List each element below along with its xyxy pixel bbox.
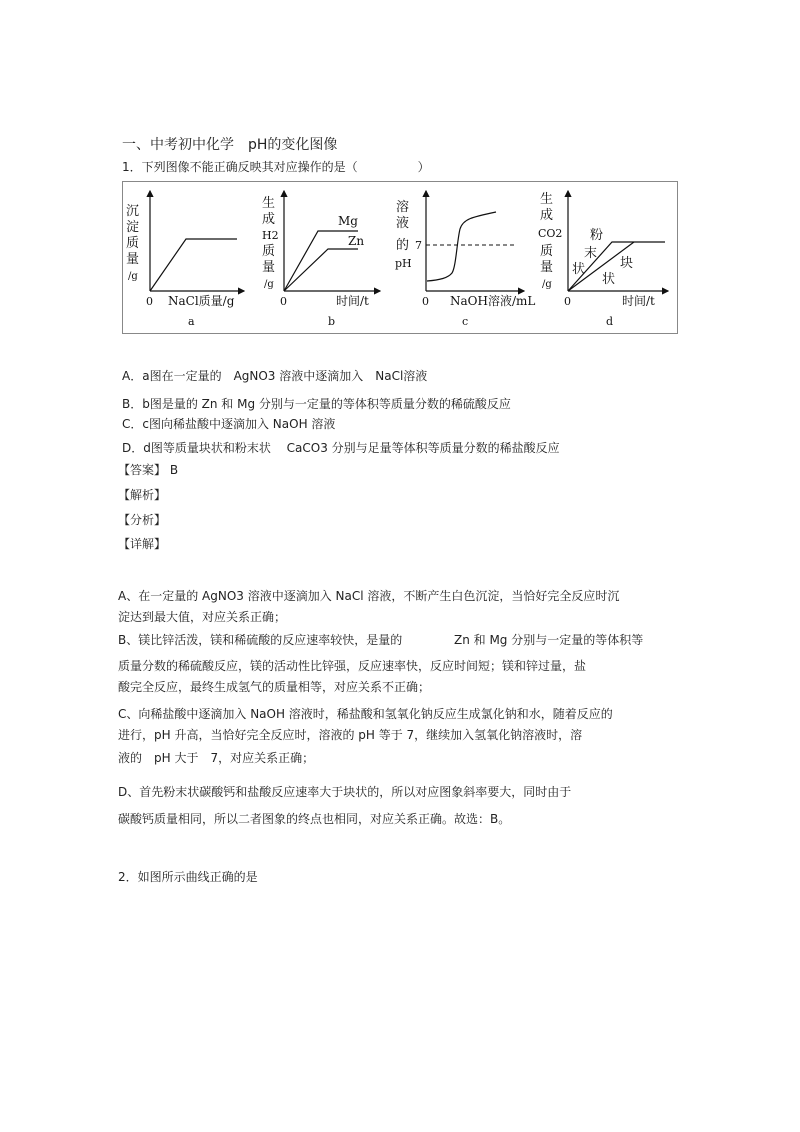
explanation-a-line2: 淀达到最大值，对应关系正确；: [118, 610, 287, 624]
graph-d-label-powder-3: 状: [572, 262, 586, 277]
graph-b-caption: b: [328, 315, 336, 328]
graph-d-label-block-2: 状: [602, 272, 616, 287]
graph-a-curve: [150, 239, 237, 291]
graph-b-ylabel-unit: /g: [264, 279, 274, 290]
graph-a-xlabel: NaCl质量/g: [168, 294, 235, 308]
graph-d-caption: d: [606, 315, 614, 328]
question-2-stem: 2．如图所示曲线正确的是: [118, 870, 258, 884]
question-1-figure: [122, 181, 678, 334]
graph-a: [126, 191, 244, 328]
question-1-stem: 1．下列图像不能正确反映其对应操作的是（ ）: [122, 160, 430, 174]
graph-a-origin: 0: [146, 295, 153, 308]
graph-d-label-block-1: 块: [620, 256, 634, 271]
section-title: 一、中考初中化学 pH的变化图像: [122, 137, 338, 153]
graph-b-curve-zn: [284, 249, 358, 291]
explanation-d-line2: 碳酸钙质量相同，所以二者图象的终点也相同，对应关系正确。故选：B。: [118, 812, 511, 826]
option-b: B．b图是量的 Zn 和 Mg 分别与一定量的等体积等质量分数的稀硫酸反应: [122, 397, 511, 411]
graph-c: [395, 191, 535, 328]
graph-b-label-zn: Zn: [348, 234, 365, 248]
graph-c-origin: 0: [422, 295, 429, 308]
option-c: C．c图向稀盐酸中逐滴加入 NaOH 溶液: [122, 417, 336, 431]
graph-d-ylabel-1: 生: [540, 192, 554, 207]
graph-c-curve: [427, 212, 496, 281]
graph-b-label-mg: Mg: [338, 214, 358, 228]
graph-d-origin: 0: [564, 295, 571, 308]
graph-b-ylabel-1: 生: [262, 196, 276, 211]
graphs-svg: [122, 181, 678, 334]
graph-b-origin: 0: [280, 295, 287, 308]
graph-d-xlabel: 时间/t: [622, 294, 655, 308]
graph-b-ylabel-5: 量: [262, 260, 276, 275]
graph-a-ylabel-unit: /g: [128, 271, 138, 282]
explanation-b-line3: 酸完全反应，最终生成氢气的质量相等，对应关系不正确；: [118, 680, 431, 694]
option-a: A．a图在一定量的 AgNO3 溶液中逐滴加入 NaCl溶液: [122, 369, 428, 383]
explanation-b-line2: 质量分数的稀硫酸反应，镁的活动性比锌强，反应速率快，反应时间短；镁和锌过量，盐: [118, 659, 587, 673]
graph-d: [538, 191, 668, 328]
graph-a-ylabel-3: 质: [126, 236, 140, 251]
option-d: D．d图等质量块状和粉末状 CaCO3 分别与足量等体积等质量分数的稀盐酸反应: [122, 441, 560, 455]
graph-b: [262, 191, 380, 328]
graph-b-ylabel-3: H2: [262, 229, 279, 242]
explanation-d-line1: D、首先粉末状碳酸钙和盐酸反应速率大于块状的，所以对应图象斜率要大，同时由于: [118, 785, 572, 799]
graph-c-caption: c: [462, 315, 469, 328]
answer: 【答案】 B: [118, 463, 179, 477]
graph-a-ylabel-1: 沉: [126, 204, 140, 219]
graph-d-ylabel-3: CO2: [538, 227, 563, 240]
graph-a-ylabel-4: 量: [126, 252, 140, 267]
graph-d-ylabel-5: 量: [540, 260, 554, 275]
graph-d-ylabel-4: 质: [540, 244, 554, 259]
analysis-heading: 【解析】: [118, 488, 167, 502]
graph-c-ylabel-1: 溶: [396, 200, 410, 215]
graph-c-ylabel-4: pH: [395, 257, 412, 270]
graph-b-ylabel-2: 成: [262, 212, 276, 227]
graph-c-xlabel: NaOH溶液/mL: [450, 294, 536, 308]
explanation-c-line2: 进行，pH 升高，当恰好完全反应时，溶液的 pH 等于 7，继续加入氢氧化钠溶液时，溶: [118, 728, 583, 742]
graph-c-tick-7: 7: [415, 239, 422, 252]
graph-d-label-powder-1: 粉: [590, 228, 604, 243]
graph-d-ylabel-2: 成: [540, 208, 554, 223]
graph-c-ylabel-2: 液: [396, 216, 410, 231]
graph-b-xlabel: 时间/t: [336, 294, 369, 308]
graph-d-ylabel-unit: /g: [542, 279, 552, 290]
explanation-c-line3: 液的 pH 大于 7，对应关系正确；: [118, 751, 315, 765]
graph-b-ylabel-4: 质: [262, 244, 276, 259]
graph-a-caption: a: [188, 315, 195, 328]
reasoning-heading: 【分析】: [118, 513, 167, 527]
graph-b-curve-mg: [284, 231, 358, 291]
graph-c-ylabel-3: 的: [396, 238, 410, 253]
details-heading: 【详解】: [118, 537, 167, 551]
explanation-c-line1: C、向稀盐酸中逐滴加入 NaOH 溶液时，稀盐酸和氢氧化钠反应生成氯化钠和水，随着反应的: [118, 707, 613, 721]
graph-a-ylabel-2: 淀: [126, 220, 140, 235]
graph-d-label-powder-2: 末: [584, 246, 598, 261]
explanation-b-line1a: B、镁比锌活泼，镁和稀硫酸的反应速率较快，是量的: [118, 633, 403, 647]
explanation-a-line1: A、在一定量的 AgNO3 溶液中逐滴加入 NaCl 溶液，不断产生白色沉淀，当恰好完全反应时沉: [118, 589, 620, 603]
explanation-b-line1b: Zn 和 Mg 分别与一定量的等体积等: [454, 633, 644, 647]
